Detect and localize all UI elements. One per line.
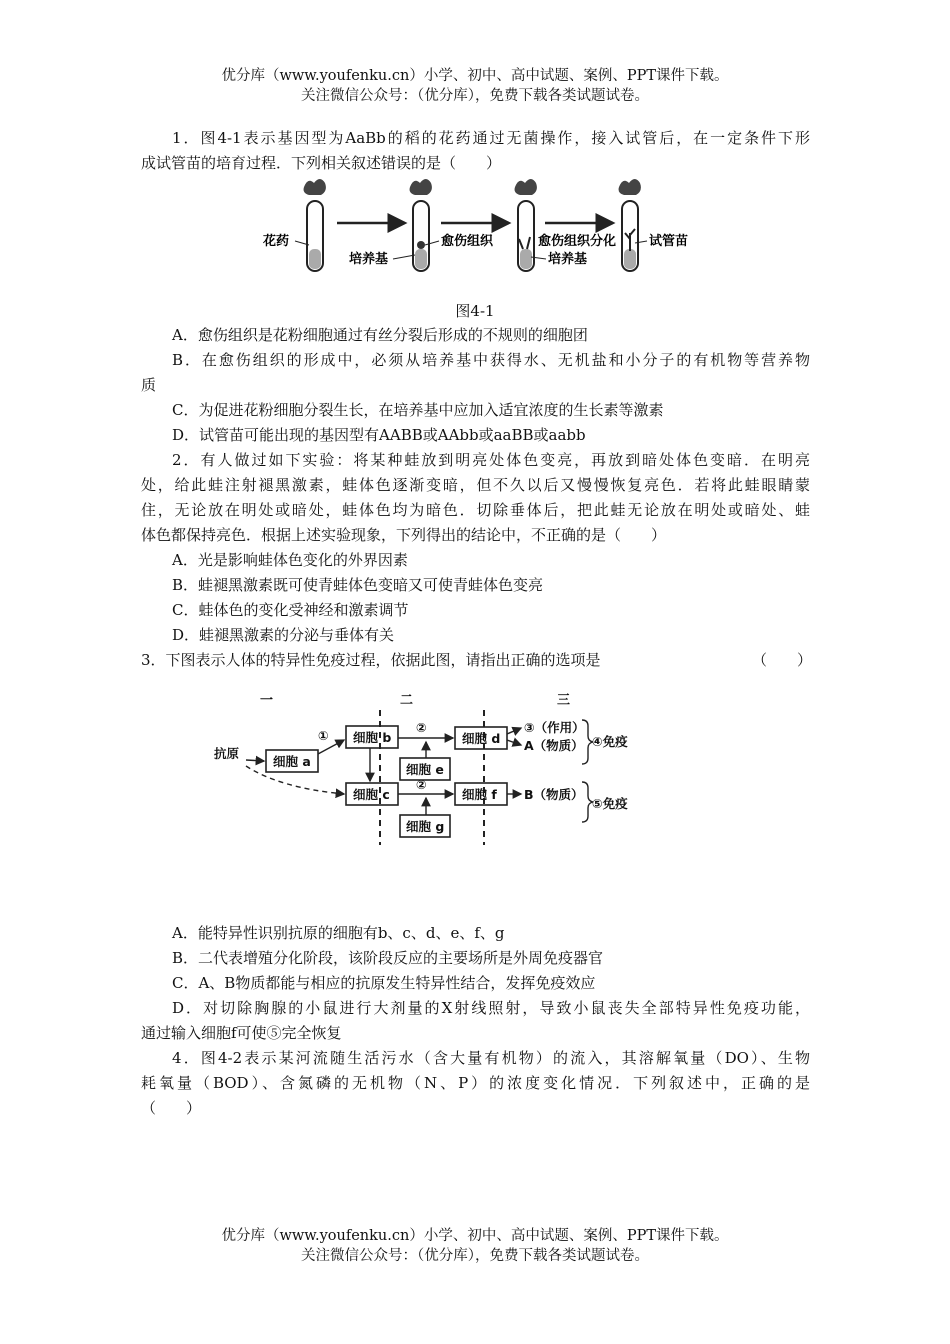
q2-stem-line-1: 2．有人做过如下实验：将某种蛙放到明亮处体色变亮，再放到暗处体色变暗．在明亮 [172, 451, 810, 469]
cell-e-label: 细胞 e [406, 762, 444, 777]
q1-option-c: C．为促进花粉细胞分裂生长，在培养基中应加入适宜浓度的生长素等激素 [172, 401, 664, 419]
q2-stem-line-4: 体色都保持亮色．根据上述实验现象，下列得出的结论中，不正确的是（ ） [141, 526, 667, 544]
q3-option-d-line-1: D．对切除胸腺的小鼠进行大剂量的X射线照射，导致小鼠丧失全部特异性免疫功能， [172, 999, 810, 1017]
label-medium-1: 培养基 [349, 252, 389, 267]
q2-option-b: B．蛙褪黑激素既可使青蛙体色变暗又可使青蛙体色变亮 [172, 576, 544, 594]
q4-stem-line-3: （ ） [141, 1099, 202, 1117]
q1-stem-line-2: 成试管苗的培育过程．下列相关叙述错误的是（ ） [141, 154, 502, 172]
label-callus: 愈伤组织 [441, 234, 494, 249]
stage-1-label: 一 [260, 693, 274, 708]
substance-a-label: A（物质） [524, 738, 584, 753]
q1-option-b-line-2: 质 [141, 376, 157, 394]
step-1-label: ① [318, 728, 329, 743]
label-callus-differentiation: 愈伤组织分化 [538, 234, 617, 249]
cell-b-label: 细胞 b [353, 730, 392, 745]
cell-c-label: 细胞 c [353, 787, 390, 802]
q3-answer-paren: （ ） [752, 651, 813, 669]
q2-option-c: C．蛙体色的变化受神经和激素调节 [172, 601, 409, 619]
footer-line-1: 优分库（www.youfenku.cn）小学、初中、高中试题、案例、PPT课件下载。 [221, 1228, 729, 1244]
immune-process-diagram [210, 690, 650, 850]
q1-option-d: D．试管苗可能出现的基因型有AABB或AAbb或aaBB或aabb [172, 426, 586, 444]
q3-stem: 3．下图表示人体的特异性免疫过程，依据此图，请指出正确的选项是 [141, 651, 601, 669]
label-anther: 花药 [263, 234, 290, 249]
label-seedling: 试管苗 [649, 234, 689, 249]
q4-stem-line-2: 耗氧量（BOD）、含氮磷的无机物（N、P）的浓度变化情况．下列叙述中，正确的是 [141, 1074, 810, 1092]
footer-line-2: 关注微信公众号：（优分库），免费下载各类试题试卷。 [301, 1248, 649, 1264]
test-tube-2 [410, 179, 432, 271]
q3-option-b: B．二代表增殖分化阶段，该阶段反应的主要场所是外周免疫器官 [172, 949, 604, 967]
q2-option-a: A．光是影响蛙体色变化的外界因素 [172, 551, 408, 569]
q3-option-a: A．能特异性识别抗原的细胞有b、c、d、e、f、g [172, 924, 505, 942]
substance-b-label: B（物质） [524, 787, 584, 802]
stage-2-label: 二 [400, 693, 414, 708]
cell-d-label: 细胞 d [462, 731, 501, 746]
antigen-label: 抗原 [214, 746, 240, 761]
q3-option-d-line-2: 通过输入细胞f可使⑤完全恢复 [141, 1024, 342, 1042]
figure-4-1 [255, 173, 705, 281]
immunity-5-label: ⑤免疫 [592, 796, 628, 811]
test-tube-1 [304, 179, 326, 271]
immunity-4-label: ④免疫 [592, 734, 628, 749]
q2-option-d: D．蛙褪黑激素的分泌与垂体有关 [172, 626, 395, 644]
stage-3-label: 三 [557, 693, 571, 708]
q1-stem-line-1: 1．图4-1表示基因型为AaBb的稻的花药通过无菌操作，接入试管后，在一定条件下形 [172, 129, 810, 147]
header-line-1: 优分库（www.youfenku.cn）小学、初中、高中试题、案例、PPT课件下载。 [221, 68, 729, 84]
cell-g-label: 细胞 g [406, 819, 445, 834]
figure-caption-4-1: 图4-1 [455, 302, 495, 320]
label-medium-2: 培养基 [548, 252, 588, 267]
header-line-2: 关注微信公众号：（优分库），免费下载各类试题试卷。 [301, 88, 649, 104]
q3-option-c: C．A、B物质都能与相应的抗原发生特异性结合，发挥免疫效应 [172, 974, 596, 992]
q1-option-b-line-1: B．在愈伤组织的形成中，必须从培养基中获得水、无机盐和小分子的有机物等营养物 [172, 351, 810, 369]
step-2-top-label: ② [416, 720, 427, 735]
step-2-bottom-label: ② [416, 777, 427, 792]
q2-stem-line-3: 住，无论放在明处或暗处，蛙体色均为暗色．切除垂体后，把此蛙无论放在明处或暗处、蛙 [141, 501, 810, 519]
test-tube-4 [619, 179, 641, 271]
q1-option-a: A．愈伤组织是花粉细胞通过有丝分裂后形成的不规则的细胞团 [172, 326, 588, 344]
effect-3-label: ③（作用） [524, 720, 585, 735]
q2-stem-line-2: 处，给此蛙注射褪黑激素，蛙体色逐渐变暗，但不久以后又慢慢恢复亮色．若将此蛙眼睛蒙 [141, 476, 810, 494]
cell-f-label: 细胞 f [462, 787, 497, 802]
q4-stem-line-1: 4．图4-2表示某河流随生活污水（含大量有机物）的流入，其溶解氧量（DO）、生物 [172, 1049, 810, 1067]
cell-a-label: 细胞 a [273, 754, 311, 769]
